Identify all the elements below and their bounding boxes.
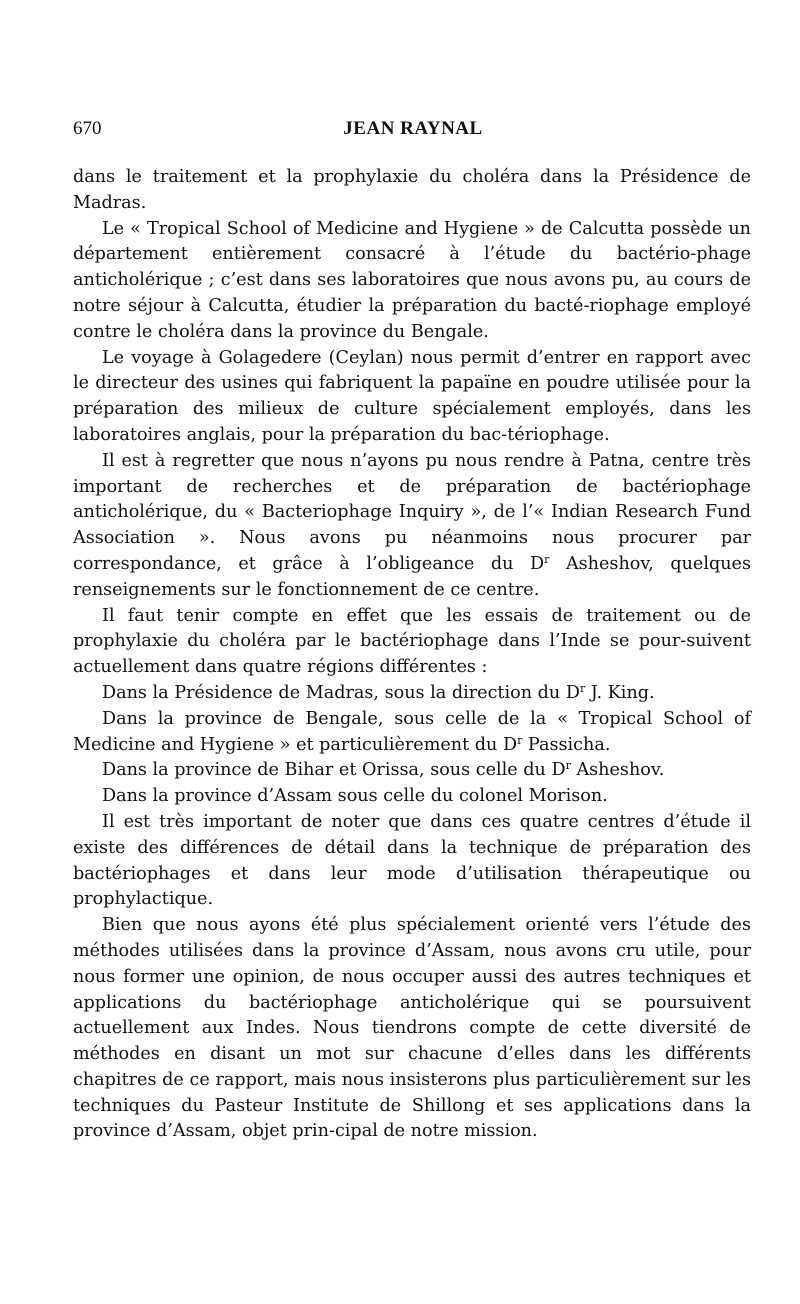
running-head: JEAN RAYNAL [343,118,483,139]
page-header [73,118,753,148]
paragraph-4: Il est à regretter que nous n’ayons pu nous rendre à Patna, centre très important de recherches et de préparation de bactériophage anticholérique, du « Bacteriophage Inquiry », de l’« Indian Research Fund Association ». Nous avons pu néanmoins nous procurer par correspondance, et grâce à l’obligeance du $D^r$ Asheshov, quelques renseignements sur le fonctionnement de ce centre. [73,450,752,600]
paragraph-8: Dans la province de Bihar et Orissa, sous celle du $D^r$ Asheshov. [102,759,665,781]
page-number: 670 [73,118,102,139]
paragraph-7: Dans la province de Bengale, sous celle de la « Tropical School of Medicine and Hygiene » et particulièrement du $D^r$ Passicha. [73,708,751,755]
superscript: r [517,733,523,747]
paragraph-10: Il est très important de noter que dans ces quatre centres d’étude il existe des différences de détail dans la technique de préparation des bactériophages et dans leur mode d’utilisation thérapeutique ou prophylactique. [73,811,751,910]
paragraph-5: Il faut tenir compte en effet que les essais de traitement ou de prophylaxie du choléra par le bactériophage dans l’Inde se pour-suivent actuellement dans quatre régions différentes : [73,605,751,678]
paragraph-3: Le voyage à Golagedere (Ceylan) nous permit d’entrer en rapport avec le directeur des usines qui fabriquent la papaïne en poudre utilisée pour la préparation des milieux de culture spécialement employés, dans les laboratoires anglais, pour la préparation du bac-tériophage. [73,347,751,445]
paragraph-1: dans le traitement et la prophylaxie du choléra dans la Présidence de Madras. [73,167,751,213]
paragraph-6: Dans la Présidence de Madras, sous la direction du $D^r$ J. King. [102,681,655,703]
paragraph-2: Le « Tropical School of Medicine and Hygiene » de Calcutta possède un département entièrement consacré à l’étude du bactério-phage anticholérique ; c’est dans ses laboratoires que nous avons pu, au cours de notre séjour à Calcutta, étudier la préparation du bacté-riophage employé contre le choléra dans la province du Bengale. [73,218,751,342]
body-text [73,165,751,1145]
superscript: r [544,552,550,566]
paragraph-11: Bien que nous ayons été plus spécialement orienté vers l’étude des méthodes utilisées dans la province d’Assam, nous avons cru utile, pour nous former une opinion, de nous occuper aussi des autres techniques et applications du bactériophage anticholérique qui se poursuivent actuellement aux Indes. Nous tiendrons compte de cette diversité de méthodes en disant un mot sur chacune d’elles dans les différents chapitres de ce rapport, mais nous insisterons plus particulièrement sur les techniques du Pasteur Institute de Shillong et ses applications dans la province d’Assam, objet prin-cipal de notre mission. [73,915,751,1142]
superscript: r [565,759,571,773]
paragraph-9: Dans la province d’Assam sous celle du colonel Morison. [102,786,608,807]
superscript: r [579,681,586,695]
